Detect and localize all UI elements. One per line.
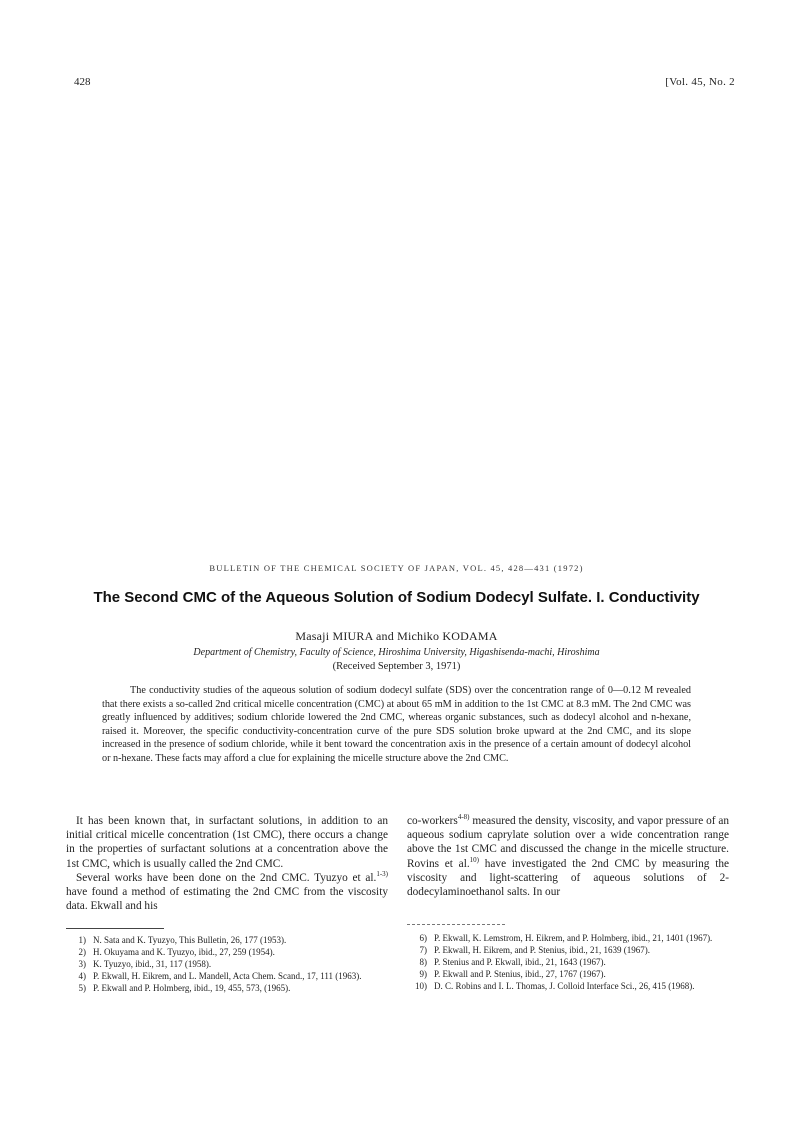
- footnote: [407, 980, 729, 992]
- footnote-text: H. Okuyama and K. Tyuzyo, ibid., 27, 259 (1954).: [93, 947, 275, 957]
- body-column-left: [66, 814, 388, 913]
- abstract-text: The conductivity studies of the aqueous solution of sodium dodecyl sulfate (SDS) over the concentration range of 0—0.12 M revealed that there exists a so-called 2nd critical micelle concentration (CMC) at about 65 mM in addition to the 1st CMC at 8.3 mM. The 2nd CMC was greatly influenced by additives; sodium chloride lowered the 2nd CMC, whereas organic substances, such as dodecyl alcohol and n-hexane, raised it. Moreover, the specific conductivity-concentration curve of the pure SDS solution broke upward at the 2nd CMC, and its slope increased in the presence of sodium chloride, while it bent toward the concentration axis in the presence of a certain amount of dodecyl alcohol or n-hexane. These facts may afford a clue for explaining the micelle structure above the 2nd CMC.: [102, 685, 691, 764]
- footnote-text: P. Ekwall and P. Holmberg, ibid., 19, 455, 573, (1965).: [93, 983, 291, 993]
- body-column-right: [407, 814, 729, 899]
- citation-superscript: 1-3): [376, 870, 388, 879]
- footnote-text: P. Ekwall and P. Stenius, ibid., 27, 1767 (1967).: [434, 969, 606, 979]
- footnote-divider: [66, 928, 164, 929]
- footnote: [66, 934, 388, 946]
- footnotes-right: [407, 932, 729, 992]
- paper-title: The Second CMC of the Aqueous Solution of Sodium Dodecyl Sulfate. I. Conductivity: [93, 589, 700, 606]
- footnote: [407, 932, 729, 944]
- body-text: measured the density, viscosity, and vapor pressure of an aqueous sodium caprylate solution over a wide concentration range above the 1st CMC and discussed the change in the micelle structure. Rovins et al.: [407, 815, 729, 870]
- affiliation: Department of Chemistry, Faculty of Science, Hiroshima University, Higashisenda-machi, Hiroshima: [193, 647, 600, 658]
- footnote: [407, 944, 729, 956]
- footnote-divider: [407, 924, 505, 925]
- body-text: Several works have been done on the 2nd CMC. Tyuzyo et al.: [76, 871, 377, 884]
- footnote-text: D. C. Robins and I. L. Thomas, J. Colloid Interface Sci., 26, 415 (1968).: [434, 981, 695, 991]
- footnote-number: 10): [415, 981, 427, 991]
- footnote-number: 7): [419, 945, 427, 955]
- footnote-text: N. Sata and K. Tyuzyo, This Bulletin, 26, 177 (1953).: [93, 935, 287, 945]
- footnote: [407, 968, 729, 980]
- journal-line: BULLETIN OF THE CHEMICAL SOCIETY OF JAPAN, VOL. 45, 428—431 (1972): [209, 563, 584, 573]
- footnote-number: 6): [419, 933, 427, 943]
- received-date: (Received September 3, 1971): [332, 661, 461, 672]
- abstract: [102, 684, 691, 765]
- citation-superscript: 4-8): [457, 813, 470, 822]
- body-text: have found a method of estimating the 2nd CMC from the viscosity data. Ekwall and his: [66, 886, 388, 913]
- footnote-number: 8): [419, 957, 427, 967]
- footnote-number: 2): [78, 947, 86, 957]
- citation-superscript: 10): [469, 855, 480, 864]
- page-number: 428: [74, 76, 91, 88]
- footnote-number: 9): [419, 969, 427, 979]
- volume-header: [Vol. 45, No. 2: [665, 76, 735, 88]
- footnote-number: 3): [78, 959, 86, 969]
- footnote-text: P. Stenius and P. Ekwall, ibid., 21, 1643 (1967).: [434, 957, 606, 967]
- body-text: co-workers: [407, 815, 458, 827]
- authors: Masaji MIURA and Michiko KODAMA: [295, 629, 498, 643]
- footnote-text: P. Ekwall, H. Eikrem, and P. Stenius, ibid., 21, 1639 (1967).: [434, 945, 650, 955]
- footnote-number: 4): [78, 971, 86, 981]
- footnotes-left: [66, 934, 388, 994]
- footnote: [407, 956, 729, 968]
- body-paragraph: [66, 871, 388, 914]
- footnote: [66, 970, 388, 982]
- body-paragraph: It has been known that, in surfactant solutions, in addition to an initial critical micelle concentration (1st CMC), there occurs a change in the properties of surfactant solutions at a concentration above the 1st CMC, which is usually called the 2nd CMC.: [66, 815, 388, 870]
- footnote-text: P. Ekwall, H. Eikrem, and L. Mandell, Acta Chem. Scand., 17, 111 (1963).: [93, 971, 362, 981]
- footnote-text: P. Ekwall, K. Lemstrom, H. Eikrem, and P. Holmberg, ibid., 21, 1401 (1967).: [434, 933, 713, 943]
- body-paragraph: [407, 814, 729, 899]
- footnote: [66, 958, 388, 970]
- footnote: [66, 946, 388, 958]
- footnote-number: 5): [78, 983, 86, 993]
- footnote: [66, 982, 388, 994]
- body-text: have investigated the 2nd CMC by measuring the viscosity and light-scattering of aqueous solutions of 2-dodecylaminoethanol salts. In our: [407, 857, 730, 899]
- footnote-text: K. Tyuzyo, ibid., 31, 117 (1958).: [93, 959, 212, 969]
- footnote-number: 1): [78, 935, 86, 945]
